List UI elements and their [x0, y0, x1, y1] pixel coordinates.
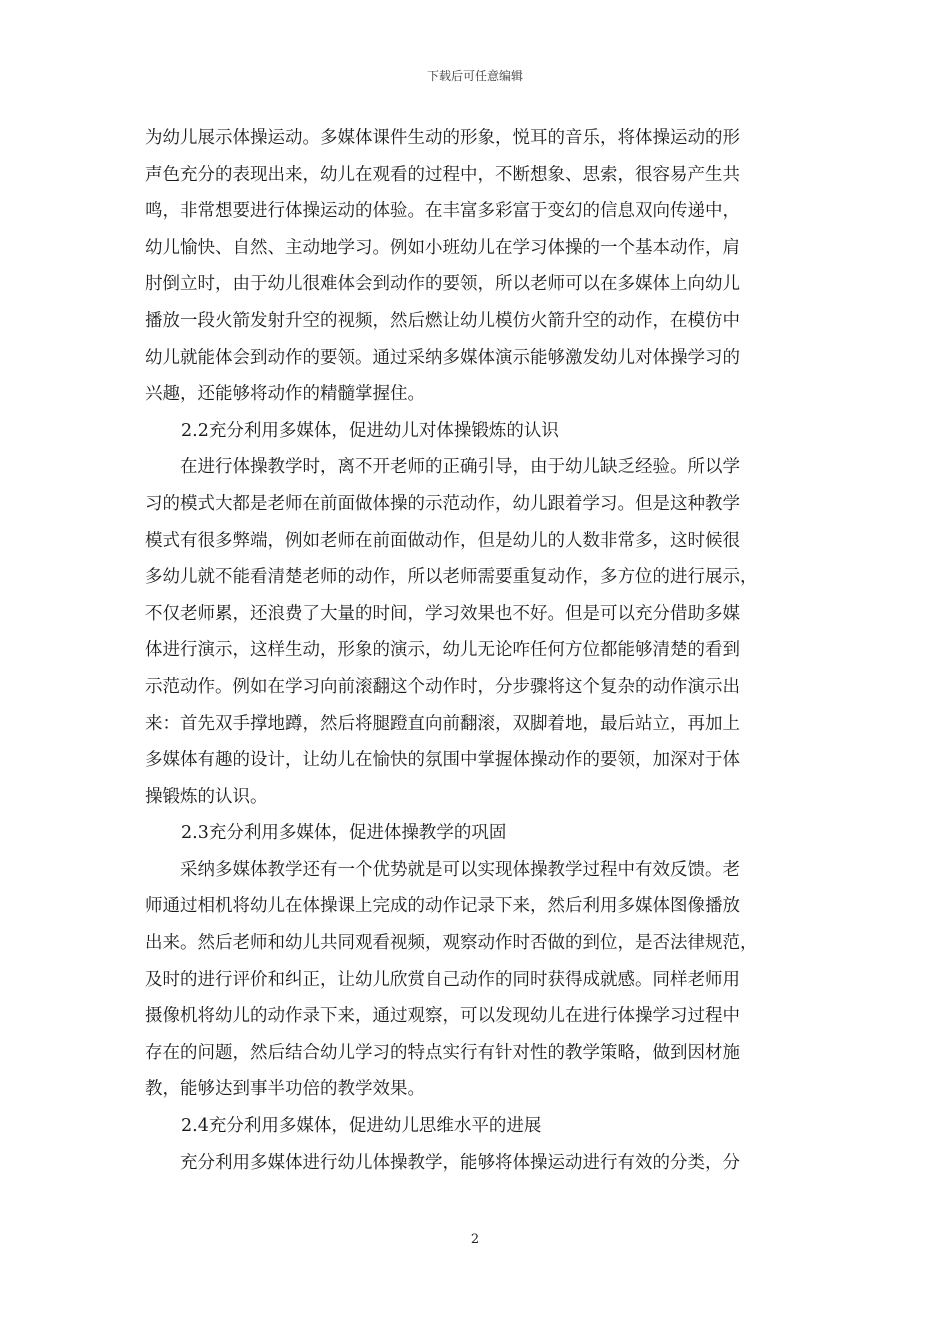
text-line: 幼儿就能体会到动作的要领。通过采纳多媒体演示能够激发幼儿对体操学习的	[145, 347, 740, 368]
text-line: 体进行演示，这样生动，形象的演示，幼儿无论咋任何方位都能够清楚的看到	[145, 640, 740, 661]
text-line: 播放一段火箭发射升空的视频，然后燃让幼儿模仿火箭升空的动作，在模仿中	[145, 310, 740, 331]
text-line: 习的模式大都是老师在前面做体操的示范动作，幼儿跟着学习。但是这种教学	[145, 493, 740, 514]
text-line: 操锻炼的认识。	[145, 786, 268, 807]
text-line: 师通过相机将幼儿在体操课上完成的动作记录下来，然后利用多媒体图像播放	[145, 896, 740, 917]
text-line: 幼儿愉快、自然、主动地学习。例如小班幼儿在学习体操的一个基本动作，肩	[145, 237, 740, 258]
text-line: 鸣，非常想要进行体操运动的体验。在丰富多彩富于变幻的信息双向传递中，	[145, 201, 740, 222]
text-line: 兴趣，还能够将动作的精髓掌握住。	[145, 384, 425, 405]
section-heading: 2.4充分利用多媒体，促进幼儿思维水平的进展	[181, 1116, 542, 1137]
text-line: 教，能够达到事半功倍的教学效果。	[145, 1079, 425, 1100]
text-line: 多媒体有趣的设计，让幼儿在愉快的氛围中掌握体操动作的要领，加深对于体	[145, 750, 740, 771]
text-line: 模式有很多弊端，例如老师在前面做动作，但是幼儿的人数非常多，这时候很	[145, 530, 740, 551]
text-line: 存在的问题，然后结合幼儿学习的特点实行有针对性的教学策略，做到因材施	[145, 1042, 740, 1063]
text-line: 采纳多媒体教学还有一个优势就是可以实现体操教学过程中有效反馈。老	[180, 859, 740, 880]
text-line: 出来。然后老师和幼儿共同观看视频，观察动作时否做的到位，是否法律规范，	[145, 933, 758, 954]
text-line: 来：首先双手撑地蹲，然后将腿蹬直向前翻滚，双脚着地，最后站立，再加上	[145, 713, 740, 734]
text-line: 多幼儿就不能看清楚老师的动作，所以老师需要重复动作，多方位的进行展示，	[145, 567, 758, 588]
text-line: 及时的进行评价和纠正，让幼儿欣赏自己动作的同时获得成就感。同样老师用	[145, 969, 740, 990]
page-number: 2	[470, 1232, 480, 1247]
text-line: 不仅老师累，还浪费了大量的时间，学习效果也不好。但是可以充分借助多媒	[145, 603, 740, 624]
text-line: 为幼儿展示体操运动。多媒体课件生动的形象，悦耳的音乐，将体操运动的形	[145, 128, 740, 148]
document-body	[145, 120, 811, 1181]
text-line: 在进行体操教学时，离不开老师的正确引导，由于幼儿缺乏经验。所以学	[180, 457, 740, 478]
section-heading: 2.2充分利用多媒体，促进幼儿对体操锻炼的认识	[181, 420, 559, 441]
page-header: 下载后可任意编辑	[426, 69, 523, 83]
text-line: 摄像机将幼儿的动作录下来，通过观察，可以发现幼儿在进行体操学习过程中	[145, 1006, 740, 1027]
text-line: 充分利用多媒体进行幼儿体操教学，能够将体操运动进行有效的分类，分	[180, 1152, 740, 1173]
text-line: 声色充分的表现出来，幼儿在观看的过程中，不断想象、思索，很容易产生共	[145, 164, 740, 185]
section-heading: 2.3充分利用多媒体，促进体操教学的巩固	[181, 823, 507, 844]
text-line: 肘倒立时，由于幼儿很难体会到动作的要领，所以老师可以在多媒体上向幼儿	[145, 274, 740, 295]
text-line: 示范动作。例如在学习向前滚翻这个动作时，分步骤将这个复杂的动作演示出	[145, 676, 740, 697]
